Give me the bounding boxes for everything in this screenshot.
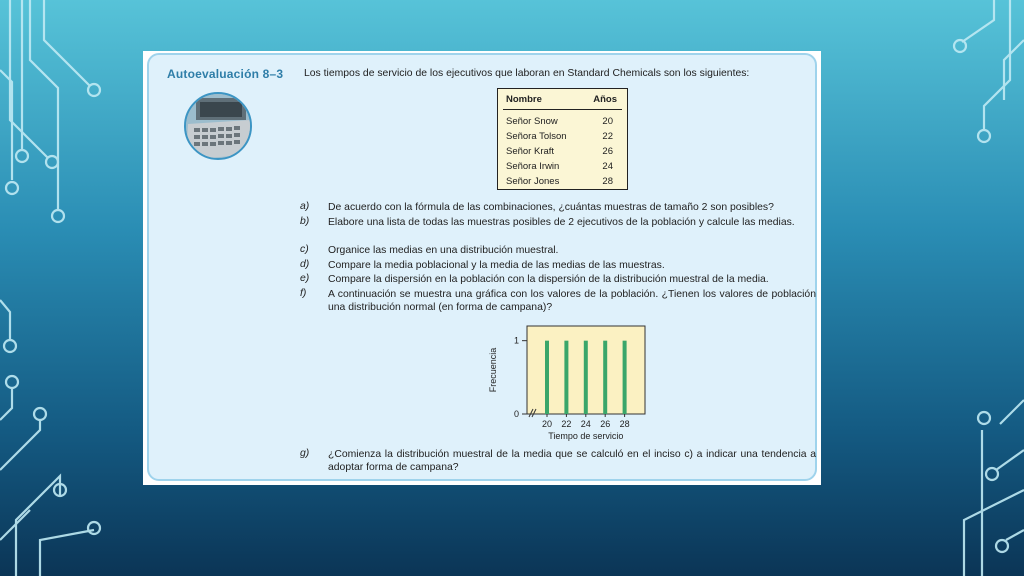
exercise-panel (147, 53, 817, 481)
frequency-chart (483, 320, 653, 445)
table-row-name: Señora Tolson (506, 131, 567, 142)
table-row-years: 20 (602, 116, 613, 127)
y-tick-label: 1 (513, 335, 519, 346)
question-text: Compare la media poblacional y la media de las medias de las muestras. (328, 260, 665, 271)
table-row-years: 22 (602, 131, 613, 142)
table-row-years: 24 (602, 161, 613, 172)
x-tick-label: 24 (580, 419, 591, 429)
question-label: g) (300, 448, 310, 459)
laptop-icon (186, 94, 252, 160)
table-header-rule (503, 109, 622, 110)
x-tick-label: 22 (561, 419, 572, 429)
chart-bar (584, 341, 588, 414)
question-text: Elabore una lista de todas las muestras posibles de 2 ejecutivos de la población y calcule las medias. (328, 217, 795, 228)
x-tick-label: 26 (600, 419, 611, 429)
question-text: Organice las medias en una distribución muestral. (328, 245, 559, 256)
question-label: f) (300, 288, 307, 299)
y-axis-label: Frecuencia (488, 347, 498, 393)
x-tick-label: 28 (619, 419, 630, 429)
chart-bar (603, 341, 607, 414)
x-axis-label: Tiempo de servicio (548, 431, 624, 441)
x-tick-label: 20 (541, 419, 553, 429)
intro-text: Los tiempos de servicio de los ejecutivos que laboran en Standard Chemicals son los siguientes: (304, 68, 750, 79)
service-time-table (497, 88, 628, 190)
table-row-years: 28 (602, 176, 613, 187)
question-text: A continuación se muestra una gráfica con los valores de la población. ¿Tienen los valores de población una distribución normal (en forma de campana)? (328, 289, 816, 313)
table-row-name: Señor Jones (506, 176, 560, 187)
exercise-card (143, 51, 821, 485)
y-tick-label: 0 (513, 409, 519, 419)
question-label: a) (300, 201, 310, 212)
question-text: De acuerdo con la fórmula de las combinaciones, ¿cuántas muestras de tamaño 2 son posibles? (328, 202, 774, 213)
laptop-photo (184, 92, 252, 160)
question-label: c) (300, 244, 309, 255)
section-title: Autoevaluación 8–3 (167, 67, 284, 81)
chart-bar (623, 341, 627, 414)
chart-bar (545, 341, 549, 414)
question-label: b) (300, 216, 310, 227)
question-text: Compare la dispersión en la población con la dispersión de la distribución muestral de la media. (328, 274, 769, 285)
question-label: e) (300, 273, 310, 284)
chart-bar (564, 341, 568, 414)
table-header-name: Nombre (506, 94, 542, 105)
table-row-name: Señor Kraft (506, 146, 555, 157)
table-header-years: Años (593, 94, 617, 105)
table-row-years: 26 (602, 146, 613, 157)
question-label: d) (300, 259, 310, 270)
table-row-name: Señora Irwin (506, 161, 560, 172)
table-row-name: Señor Snow (506, 116, 558, 127)
question-text: ¿Comienza la distribución muestral de la media que se calculó en el inciso c) a indicar una tendencia a adoptar forma de campana? (328, 449, 816, 473)
